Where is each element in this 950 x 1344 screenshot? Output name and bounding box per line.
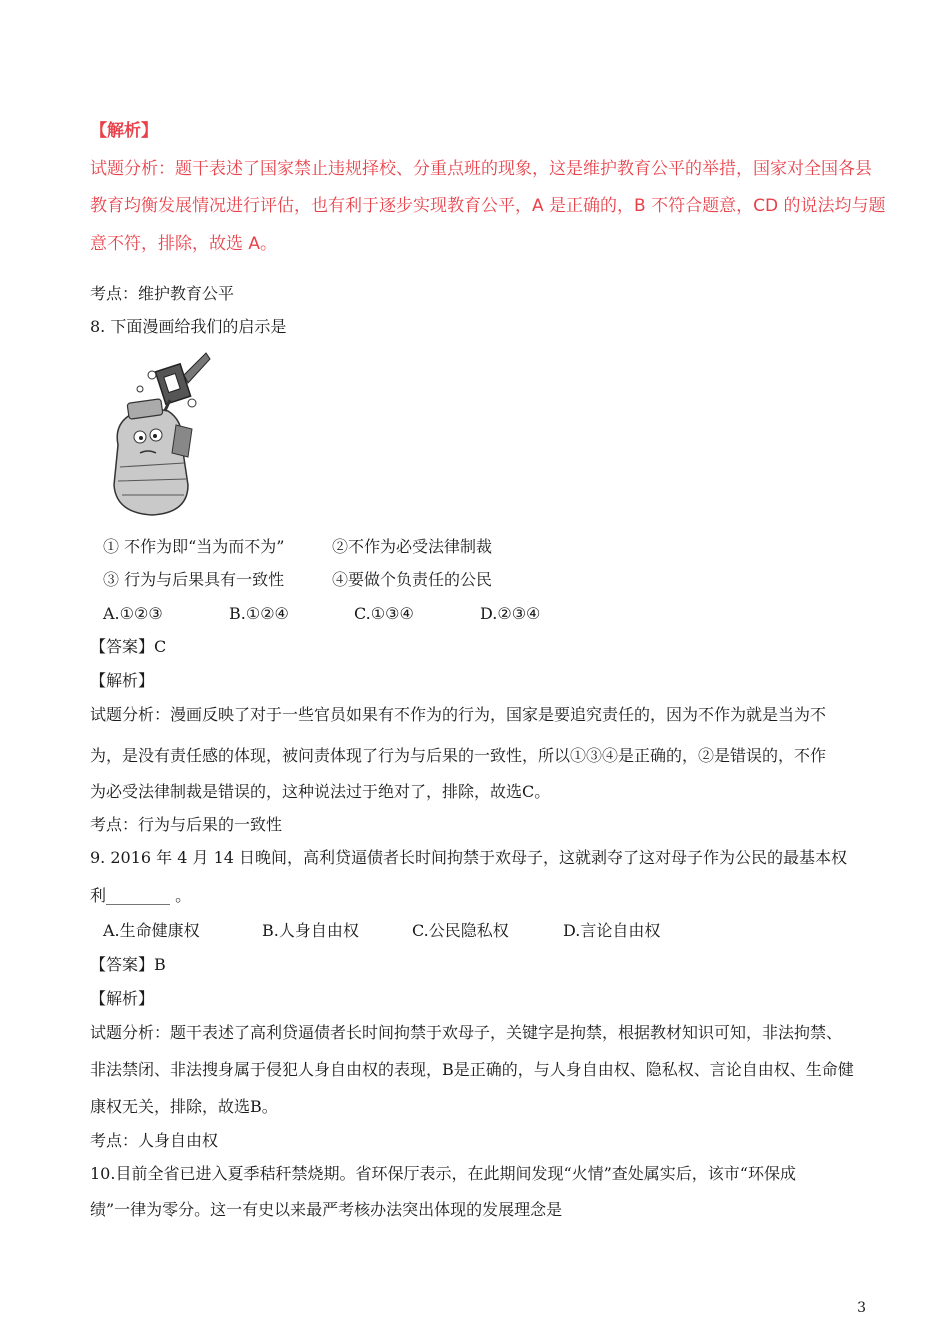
q8-analysis-line-3: 为必受法律制裁是错误的，这种说法过于绝对了，排除，故选C。	[90, 782, 551, 801]
q8-statement-4: ④要做个负责任的公民	[332, 570, 493, 589]
q7-analysis-line-2: 教育均衡发展情况进行评估，也有利于逐步实现教育公平，A 是正确的，B 不符合题意，CD 的说法均与题	[90, 196, 886, 216]
comic-image	[100, 345, 220, 520]
q9-answer: 【答案】B	[90, 955, 166, 974]
q8-analysis-line-1: 试题分析：漫画反映了对于一些官员如果有不作为的行为，国家是要追究责任的，因为不作为就是当为不	[90, 705, 827, 724]
q10-line-1: 10.目前全省已进入夏季秸秆禁烧期。省环保厅表示，在此期间发现“火情”查处属实后，该市“环保成	[90, 1164, 796, 1183]
q9-analysis-line-3: 康权无关，排除，故选B。	[90, 1097, 278, 1116]
q9-option-b: B.人身自由权	[262, 921, 359, 940]
q7-analysis-line-1: 试题分析：题干表述了国家禁止违规择校、分重点班的现象，这是维护教育公平的举措，国家对全国各县	[90, 159, 872, 179]
q8-option-b: B.①②④	[229, 604, 289, 623]
q9-option-a: A.生命健康权	[103, 921, 200, 940]
q8-analysis-line-2: 为，是没有责任感的体现，被问责体现了行为与后果的一致性，所以①③④是正确的，②是错误的，不作	[90, 746, 827, 765]
q8-option-c: C.①③④	[354, 604, 414, 623]
q8-question: 8. 下面漫画给我们的启示是	[90, 317, 287, 336]
q8-statement-2: ②不作为必受法律制裁	[332, 537, 493, 556]
q9-analysis-title: 【解析】	[90, 989, 155, 1008]
q7-analysis-title: 【解析】	[90, 121, 158, 141]
q9-question-line-2: 利________ 。	[90, 886, 192, 905]
q8-option-d: D.②③④	[480, 604, 541, 623]
q8-option-a: A.①②③	[103, 604, 163, 623]
q10-line-2: 绩”一律为零分。这一有史以来最严考核办法突出体现的发展理念是	[90, 1200, 563, 1219]
q7-point: 考点：维护教育公平	[90, 284, 235, 303]
q8-analysis-title: 【解析】	[90, 671, 155, 690]
q8-answer: 【答案】C	[90, 637, 167, 656]
q8-statement-1: ① 不作为即“当为而不为”	[103, 537, 285, 556]
q9-analysis-line-1: 试题分析：题干表述了高利贷逼债者长时间拘禁于欢母子，关键字是拘禁，根据教材知识可知，非法拘禁、	[90, 1023, 843, 1042]
q7-analysis-line-3: 意不符，排除，故选 A。	[90, 234, 278, 254]
q9-option-d: D.言论自由权	[563, 921, 661, 940]
q9-analysis-line-2: 非法禁闭、非法搜身属于侵犯人身自由权的表现，B是正确的，与人身自由权、隐私权、言论自由权、生命健	[90, 1060, 854, 1079]
q9-option-c: C.公民隐私权	[412, 921, 509, 940]
official-figure-icon	[114, 399, 192, 515]
q8-point: 考点：行为与后果的一致性	[90, 815, 283, 834]
q9-point: 考点：人身自由权	[90, 1131, 219, 1150]
q8-statement-3: ③ 行为与后果具有一致性	[103, 570, 285, 589]
hammer-icon	[155, 353, 210, 417]
page-number: 3	[857, 1300, 866, 1316]
q9-question-line-1: 9. 2016 年 4 月 14 日晚间，高利贷逼债者长时间拘禁于欢母子，这就剥夺了这对母子作为公民的最基本权	[90, 848, 848, 867]
